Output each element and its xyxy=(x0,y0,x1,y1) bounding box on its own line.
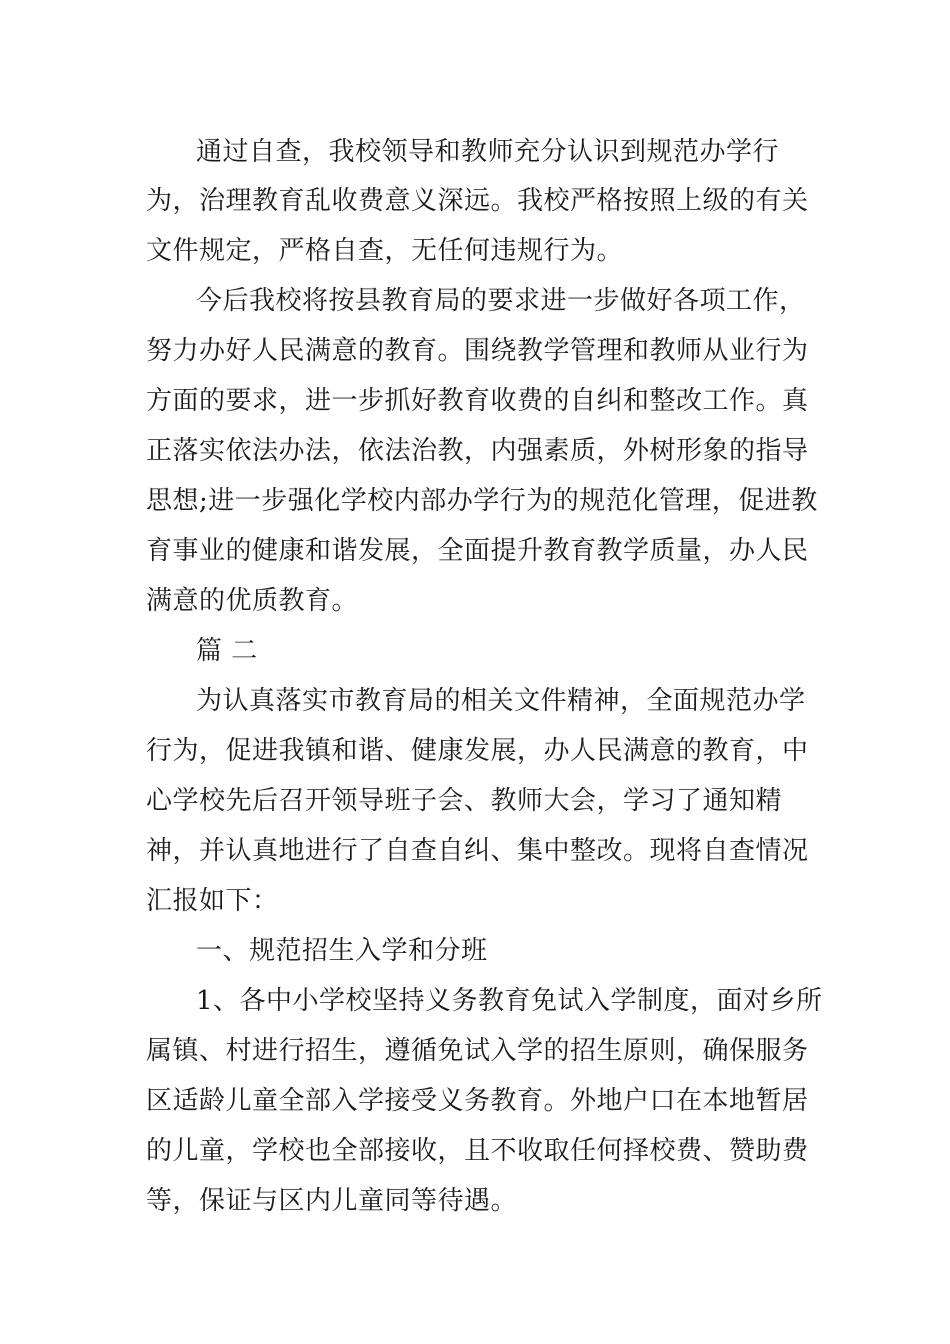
paragraph-3-line-3: 心学校先后召开领导班子会、教师大会，学习了通知精 xyxy=(146,786,783,816)
paragraph-4-line-1: 1、各中小学校坚持义务教育免试入学制度，面对乡所 xyxy=(196,986,823,1016)
paragraph-2-line-6: 育事业的健康和谐发展，全面提升教育教学质量，办人民 xyxy=(146,536,809,566)
paragraph-2-line-7: 满意的优质教育。 xyxy=(146,586,359,616)
section-heading-part-two: 篇 二 xyxy=(196,636,258,666)
paragraph-4-line-5: 等，保证与区内儿童同等待遇。 xyxy=(146,1186,518,1216)
paragraph-1-line-1: 通过自查，我校领导和教师充分认识到规范办学行 xyxy=(196,137,780,167)
paragraph-2-line-3: 方面的要求，进一步抓好教育收费的自纠和整改工作。真 xyxy=(146,386,809,416)
paragraph-3-line-4: 神，并认真地进行了自查自纠、集中整改。现将自查情况 xyxy=(146,836,809,866)
paragraph-3-line-1: 为认真落实市教育局的相关文件精神，全面规范办学 xyxy=(196,686,806,716)
paragraph-2-line-2: 努力办好人民满意的教育。围绕教学管理和教师从业行为 xyxy=(146,336,809,366)
paragraph-3-line-2: 行为，促进我镇和谐、健康发展，办人民满意的教育，中 xyxy=(146,736,809,766)
paragraph-4-line-3: 区适龄儿童全部入学接受义务教育。外地户口在本地暂居 xyxy=(146,1086,809,1116)
paragraph-3-line-5: 汇报如下： xyxy=(146,886,279,916)
paragraph-2-line-1: 今后我校将按县教育局的要求进一步做好各项工作， xyxy=(196,286,806,316)
paragraph-4-line-2: 属镇、村进行招生，遵循免试入学的招生原则，确保服务 xyxy=(146,1036,809,1066)
paragraph-1-line-3: 文件规定，严格自查，无任何违规行为。 xyxy=(146,236,624,266)
subheading-enrollment: 一、规范招生入学和分班 xyxy=(196,936,488,966)
paragraph-1-line-2: 为，治理教育乱收费意义深远。我校严格按照上级的有关 xyxy=(146,186,809,216)
paragraph-2-line-4: 正落实依法办法，依法治教，内强素质，外树形象的指导 xyxy=(146,436,809,466)
paragraph-2-line-5: 思想;进一步强化学校内部办学行为的规范化管理，促进教 xyxy=(146,486,818,516)
paragraph-4-line-4: 的儿童，学校也全部接收，且不收取任何择校费、赞助费 xyxy=(146,1136,809,1166)
